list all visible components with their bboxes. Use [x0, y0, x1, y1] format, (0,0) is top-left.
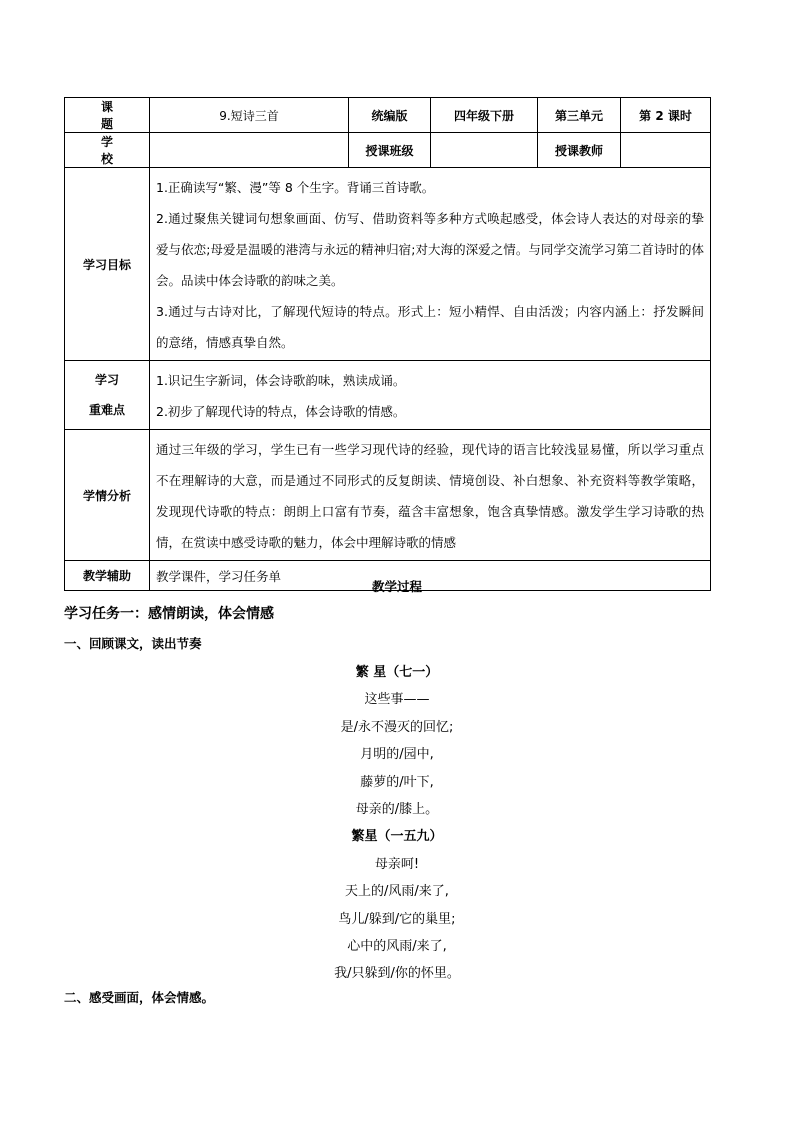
goals-label: 学习目标	[65, 168, 150, 361]
key-point-item: 2.初步了解现代诗的特点，体会诗歌的情感。	[156, 404, 406, 419]
poem-line: 这些事——	[364, 692, 430, 708]
poem-line: 我/只躲到/你的怀里。	[334, 966, 460, 982]
poem-block	[0, 659, 794, 988]
school-label: 学 校	[65, 133, 150, 168]
goal-item: 3.通过与古诗对比，了解现代短诗的特点。形式上：短小精悍、自由活泼；内容内涵上：抒发瞬间的意绪，情感真挚自然。	[156, 304, 704, 350]
key-points-label-line2: 重难点	[88, 403, 125, 417]
analysis-text: 通过三年级的学习，学生已有一些学习现代诗的经验，现代诗的语言比较浅显易懂，所以学习重点不在理解诗的大意，而是通过不同形式的反复朗读、情境创设、补白想象、补充资料等教学策略，发现现代诗歌的特点：朗朗上口富有节奏，蕴含丰富想象，饱含真挚情感。激发学生学习诗歌的热情，在赏读中感受诗歌的魅力，体会中理解诗歌的情感	[156, 442, 704, 550]
class-value	[431, 133, 538, 168]
section-heading-2: 二、感受画面，体会情感。	[64, 990, 215, 1005]
table-row-course	[65, 98, 711, 133]
table-row-analysis	[65, 430, 711, 561]
poem-line: 月明的/园中,	[360, 747, 434, 763]
analysis-content	[150, 430, 711, 561]
process-title: 教学过程	[371, 579, 422, 594]
poem-line: 母亲的/膝上。	[355, 801, 439, 817]
poem-line: 天上的/风雨/来了,	[345, 884, 449, 900]
section-heading-1: 一、回顾课文，读出节奏	[64, 636, 202, 651]
aids-content: 教学课件，学习任务单	[150, 561, 711, 591]
poem-line: 母亲呵!	[374, 856, 420, 872]
school-value	[150, 133, 349, 168]
poem-line: 是/永不漫灭的回忆;	[340, 719, 454, 735]
course-label: 课 题	[65, 98, 150, 133]
class-label: 授课班级	[349, 133, 431, 168]
poem-line: 鸟儿/躲到/它的巢里;	[338, 911, 456, 927]
teacher-label: 授课教师	[538, 133, 621, 168]
key-points-label-line1: 学习	[94, 373, 119, 387]
lesson-info-table	[64, 97, 711, 591]
aids-label: 教学辅助	[65, 561, 150, 591]
goals-content	[150, 168, 711, 361]
analysis-label: 学情分析	[65, 430, 150, 561]
key-points-label	[65, 361, 150, 430]
grade: 四年级下册	[431, 98, 538, 133]
table-row-goals	[65, 168, 711, 361]
task-heading: 学习任务一：感情朗读，体会情感	[64, 606, 274, 622]
teacher-value	[621, 133, 711, 168]
poem-line: 藤萝的/叶下,	[360, 774, 434, 790]
key-points-content	[150, 361, 711, 430]
table-row-school	[65, 133, 711, 168]
goal-item: 2.通过聚焦关键词句想象画面、仿写、借助资料等多种方式唤起感受，体会诗人表达的对母亲的挚爱与依恋;母爱是温暖的港湾与永远的精神归宿;对大海的深爱之情。与同学交流学习第二首诗时的体会。品读中体会诗歌的韵味之美。	[156, 211, 704, 288]
key-point-item: 1.识记生字新词，体会诗歌韵味，熟读成诵。	[156, 373, 406, 388]
table-row-key-points	[65, 361, 711, 430]
edition: 统编版	[349, 98, 431, 133]
poem-line: 心中的风雨/来了,	[347, 938, 447, 954]
goal-item: 1.正确读写“繁、漫”等 8 个生字。背诵三首诗歌。	[156, 180, 435, 195]
lesson-period: 第 2 课时	[621, 98, 711, 133]
poem-title: 繁星（一五九）	[351, 829, 443, 845]
unit: 第三单元	[538, 98, 621, 133]
poem-title: 繁 星（七一）	[355, 665, 439, 680]
course-title: 9.短诗三首	[150, 98, 349, 133]
